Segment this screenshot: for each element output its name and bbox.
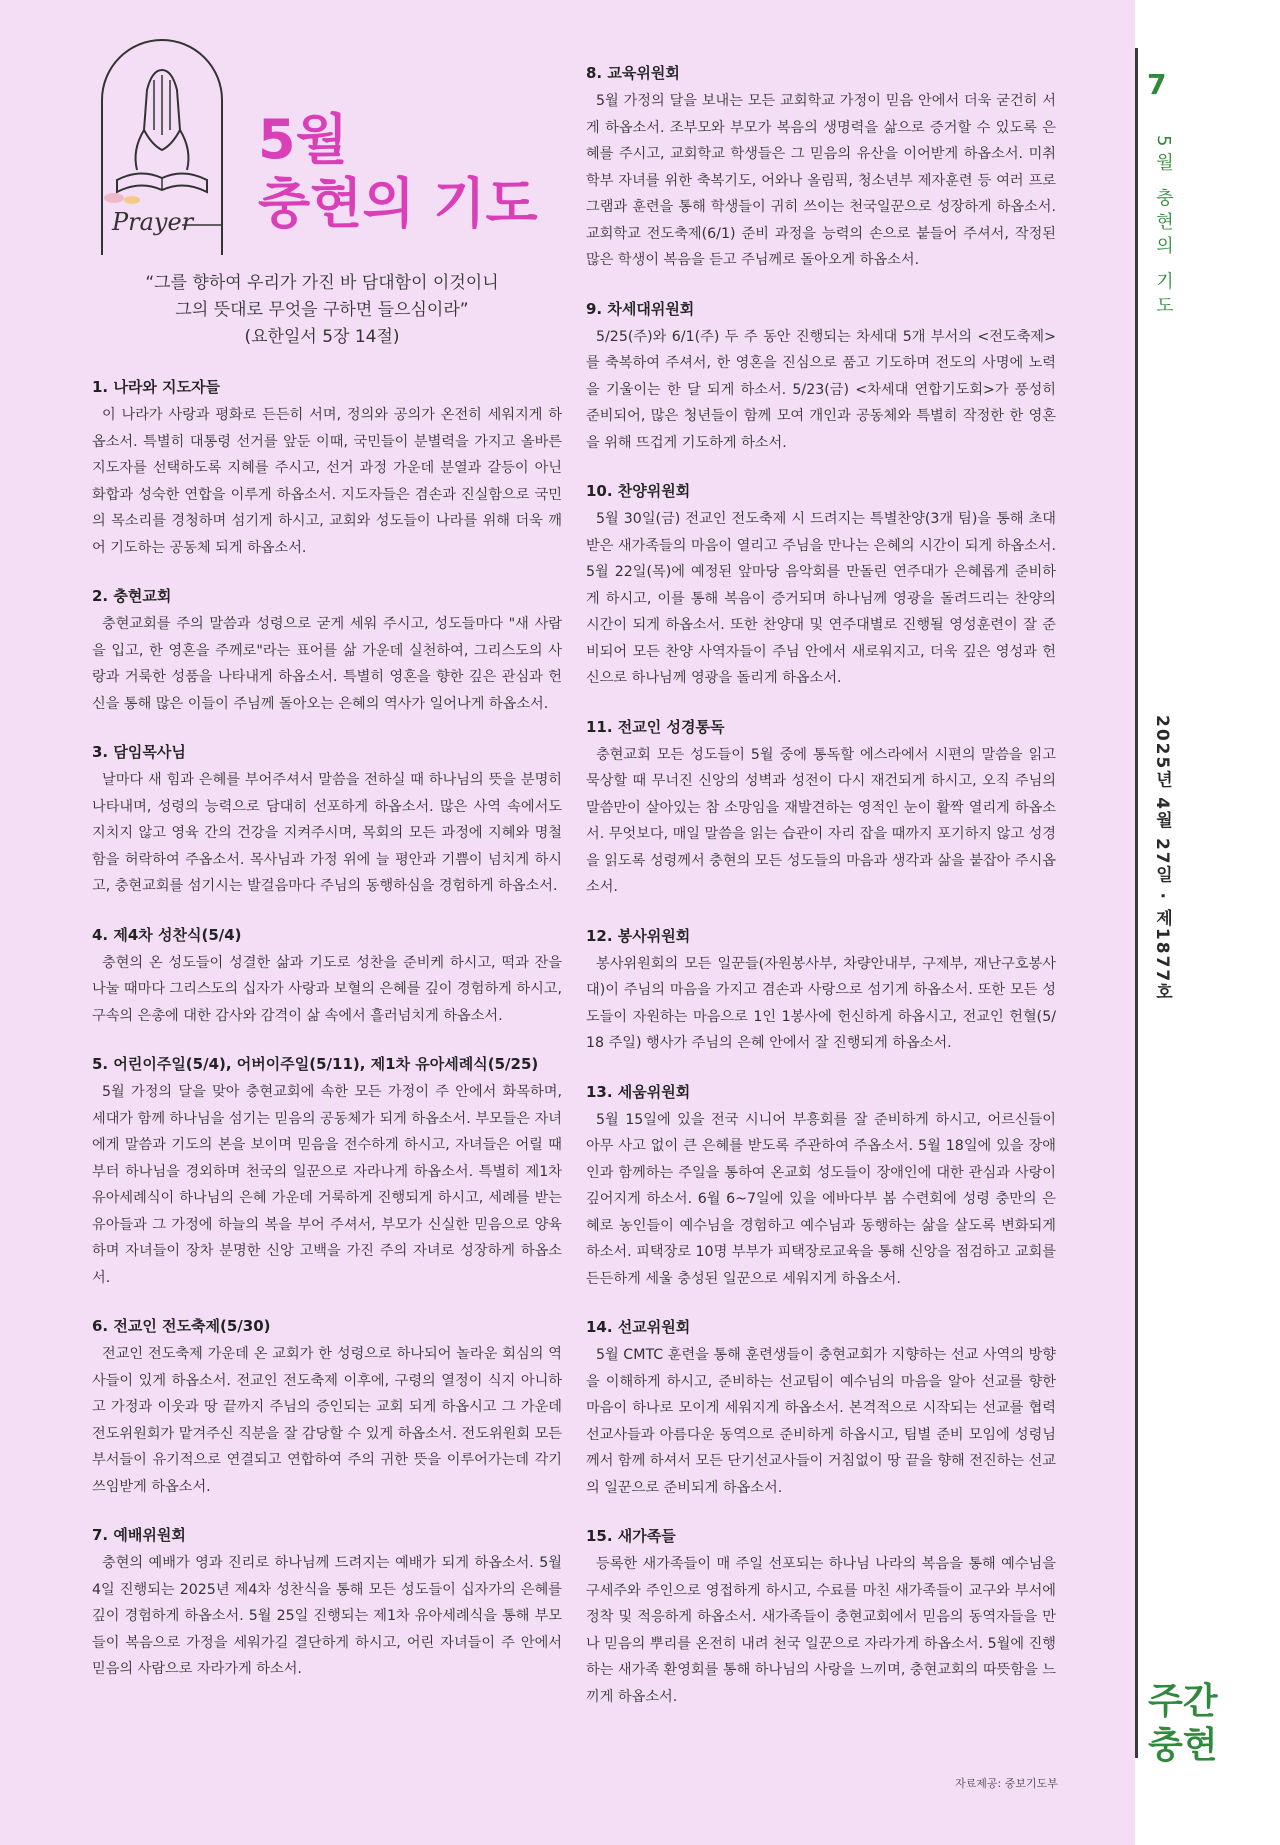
section-body: 5/25(주)와 6/1(주) 두 주 동안 진행되는 차세대 5개 부서의 <전도축제>를 축복하여 주셔서, 한 영혼을 진심으로 품고 기도하며 전도의 사명에 노력을 기울이는 한 달 되게 하소서. 5/23(금) <차세대 연합기도회>가 풍성히 준비되어, 많은 청년들이 함께 모여 개인과 공동체와 특별히 작정한 한 영혼을 위해 뜨겁게 기도하게 하소서. (586, 328, 1056, 451)
prayer-section (586, 62, 1056, 274)
right-column (586, 62, 1056, 1734)
section-body: 봉사위원회의 모든 일꾼들(자원봉사부, 차량안내부, 구제부, 재난구호봉사대)이 주님의 마음을 가지고 겸손과 사랑으로 섬기게 하옵소서. 또한 모든 성도들이 자원하는 마음으로 1인 1봉사에 헌신하게 하옵시고, 전교인 헌혈(5/18 주일) 행사가 주님의 은혜 안에서 잘 진행되게 하옵소서. (586, 955, 1056, 1051)
prayer-section (92, 1315, 562, 1500)
prayer-section (586, 925, 1056, 1057)
section-title: 2. 충현교회 (92, 587, 172, 605)
section-title: 8. 교육위원회 (586, 64, 680, 82)
prayer-script-text: Prayer (112, 208, 194, 236)
section-title: 10. 찬양위원회 (586, 482, 691, 500)
section-title: 11. 전교인 성경통독 (586, 717, 725, 736)
section-title: 13. 세움위원회 (586, 1082, 691, 1101)
prayer-section (92, 585, 562, 717)
prayer-section (586, 1081, 1056, 1293)
prayer-section (586, 480, 1056, 692)
section-title: 15. 새가족들 (586, 1527, 676, 1545)
section-title: 4. 제4차 성찬식(5/4) (92, 925, 242, 944)
section-body: 등록한 새가족들이 매 주일 선포되는 하나님 나라의 복음을 통해 예수님을 구세주와 주인으로 영접하게 하시고, 수료를 마친 새가족들이 교구와 부서에 정착 및 적응하게 하옵소서. 새가족들이 충현교회에서 믿음의 동역자들을 만나 믿음의 뿌리를 온전히 내려 천국 일꾼으로 자라가게 하옵소서. 5월에 진행하는 새가족 환영회를 통해 하나님의 사랑을 느끼며, 충현교회의 따뜻함을 느끼게 하옵소서. (586, 1556, 1056, 1705)
section-title: 3. 담임목사님 (92, 743, 186, 761)
prayer-section (92, 1524, 562, 1683)
section-title: 5. 어린이주일(5/4), 어버이주일(5/11), 제1차 유아세례식(5/25) (92, 1055, 539, 1073)
prayer-section (92, 741, 562, 900)
sidebar-rule (1135, 48, 1138, 1758)
section-body: 5월 15일에 있을 전국 시니어 부흥회를 잘 준비하게 하시고, 어르신들이 아무 사고 없이 큰 은혜를 받도록 주관하여 주옵소서. 5월 18일에 있을 장애인과 함께하는 주일을 통하여 온교회 성도들이 장애인에 대한 관심과 사랑이 깊어지게 하소서. 6월 6~7일에 있을 에바다부 봄 수련회에 성령 충만의 은혜로 농인들이 예수님을 경험하고 예수님과 동행하는 삶을 살도록 변화되게 하소서. 피택장로 10명 부부가 피택장로교육을 통해 신앙을 점검하고 교회를 든든하게 세울 충성된 일꾼으로 세워지게 하옵소서. (586, 1111, 1056, 1287)
section-body: 충현교회 모든 성도들이 5월 중에 통독할 에스라에서 시편의 말씀을 읽고 묵상할 때 무너진 신앙의 성벽과 성전이 다시 재건되게 하시고, 오직 주님의 말씀만이 살아있는 참 소망임을 재발견하는 영적인 눈이 활짝 열리게 하옵소서. 무엇보다, 매일 말씀을 읽는 습관이 자리 잡을 때까지 포기하지 않고 성경을 읽도록 성령께서 충현의 모든 성도들의 마음과 생각과 삶을 붙잡아 주시옵소서. (586, 746, 1056, 895)
section-body: 5월 CMTC 훈련을 통해 훈련생들이 충현교회가 지향하는 선교 사역의 방향을 이해하게 하시고, 준비하는 선교팀이 예수님의 마음을 알아 선교를 향한 마음이 하나로 모이게 세워지게 하옵소서. 본격적으로 시작되는 선교를 협력 선교사들과 아름다운 동역으로 준비하게 하옵시고, 팀별 준비 모임에 성령님께서 함께 하셔서 모든 단기선교사들이 거침없이 땅 끝을 향해 전진하는 선교의 일꾼으로 준비되게 하옵소서. (586, 1347, 1056, 1496)
prayer-section (586, 298, 1056, 457)
verse-line2: 그의 뜻대로 무엇을 구하면 들으심이라” (175, 300, 469, 320)
section-title: 1. 나라와 지도자들 (92, 378, 221, 396)
section-title: 12. 봉사위원회 (586, 926, 691, 945)
section-title: 6. 전교인 전도축제(5/30) (92, 1317, 271, 1335)
verse-line1: “그를 향하여 우리가 가진 바 담대함이 이것이니 (145, 273, 499, 293)
page-number: 7 (1147, 68, 1167, 101)
section-body: 5월 30일(금) 전교인 전도축제 시 드려지는 특별찬양(3개 팀)을 통해 초대받은 새가족들의 마음이 열리고 주님을 만나는 은혜의 시간이 되게 하옵소서. 5월 22일(목)에 예정된 앞마당 음악회를 만돌린 연주대가 은혜롭게 준비하게 하시고, 이를 통해 복음이 증거되며 하나님께 영광을 돌려드리는 찬양의 시간이 되게 하옵소서. 또한 찬양대 및 연주대별로 진행될 영성훈련이 잘 준비되어 모든 찬양 사역자들이 주님 안에서 새로워지고, 더욱 깊은 영성과 헌신으로 하나님께 영광을 돌리게 하옵소서. (586, 511, 1056, 686)
sidebar-section-title: 5월 충현의 기도 (1153, 135, 1174, 320)
section-title: 14. 선교위원회 (586, 1318, 691, 1336)
section-body: 충현의 예배가 영과 진리로 하나님께 드려지는 예배가 되게 하옵소서. 5월 4일 진행되는 2025년 제4차 성찬식을 통해 모든 성도들이 십자가의 은혜를 깊이 경험하게 하옵소서. 5월 25일 진행되는 제1차 유아세례식을 통해 부모들이 복음으로 가정을 세워가길 결단하게 하시고, 어린 자녀들이 주 안에서 믿음의 사람으로 자라가게 하소서. (92, 1555, 562, 1677)
verse-reference: (요한일서 5장 14절) (244, 327, 400, 347)
prayer-section (586, 1525, 1056, 1710)
sidebar-brand: 주간 충현 (1148, 1681, 1218, 1766)
section-body: 이 나라가 사랑과 평화로 든든히 서며, 정의와 공의가 온전히 세워지게 하옵소서. 특별히 대통령 선거를 앞둔 이때, 국민들이 분별력을 가지고 올바른 지도자를 선택하도록 지혜를 주시고, 선거 과정 가운데 분열과 갈등이 아닌 화합과 성숙한 연합을 이루게 하옵소서. 지도자들은 겸손과 진실함으로 국민의 목소리를 경청하며 섬기게 하시고, 교회와 성도들이 나라를 위해 더욱 깨어 기도하는 공동체 되게 하옵소서. (92, 407, 562, 556)
page-title-line2: 충현의 기도 (258, 172, 538, 235)
section-body: 5월 가정의 달을 맞아 충현교회에 속한 모든 가정이 주 안에서 화목하며, 세대가 함께 하나님을 섬기는 믿음의 공동체가 되게 하옵소서. 부모들은 자녀에게 말씀과 기도의 본을 보이며 믿음을 전수하게 하시고, 자녀들은 어릴 때부터 하나님을 경외하며 천국의 일꾼으로 자라나게 하옵소서. 특별히 제1차 유아세례식이 하나님의 은혜 가운데 거룩하게 진행되게 하시고, 세례를 받는 유아들과 그 가정에 하늘의 복을 부어 주셔서, 부모가 신실한 믿음으로 양육하며 자녀들이 장차 분명한 신앙 고백을 가진 주의 자녀로 성장하게 하옵소서. (92, 1084, 562, 1286)
page-title (258, 108, 538, 236)
section-body: 5월 가정의 달을 보내는 모든 교회학교 가정이 믿음 안에서 더욱 굳건히 서게 하옵소서. 조부모와 부모가 복음의 생명력을 삶으로 증거할 수 있도록 은혜를 주시고, 교회학교 학생들은 그 믿음의 유산을 이어받게 하옵소서. 미취학부 자녀를 위한 축복기도, 어와나 올림픽, 청소년부 제자훈련 등 여러 프로그램과 훈련을 통해 학생들이 귀히 쓰이는 천국일꾼으로 성장하게 하옵소서. 교회학교 전도축제(6/1) 준비 과정을 능력의 손으로 붙들어 주셔서, 작정된 많은 학생이 복음을 듣고 주님께로 돌아오게 하옵소서. (586, 93, 1056, 268)
section-body: 전교인 전도축제 가운데 온 교회가 한 성령으로 하나되어 놀라운 회심의 역사들이 있게 하옵소서. 전교인 전도축제 이후에, 구령의 열정이 식지 아니하고 가정과 이웃과 땅 끝까지 주님의 증인되는 교회 되게 하옵시고 그 가운데 전도위원회가 맡겨주신 직분을 잘 감당할 수 있게 하옵소서. 전도위원회 모든 부서들이 유기적으로 연결되고 연합하여 주의 귀한 뜻을 이루어가는데 각기 쓰임받게 하옵소서. (92, 1346, 562, 1495)
source-credit: 자료제공: 중보기도부 (955, 1777, 1058, 1790)
prayer-section (92, 376, 562, 561)
praying-hands-illustration (92, 30, 232, 258)
prayer-section (92, 1053, 562, 1291)
prayer-section (92, 924, 562, 1030)
prayer-section (586, 716, 1056, 901)
section-title: 7. 예배위원회 (92, 1526, 186, 1544)
sidebar-date-issue: 2025년 4월 27일 · 제1877호 (1152, 715, 1172, 1003)
section-title: 9. 차세대위원회 (586, 299, 695, 318)
prayer-section (586, 1316, 1056, 1501)
section-body: 충현의 온 성도들이 성결한 삶과 기도로 성찬을 준비케 하시고, 떡과 잔을 나눌 때마다 그리스도의 십자가 사랑과 보혈의 은혜를 깊이 경험하게 하시고, 구속의 은총에 대한 감사와 감격이 삶 속에서 흘러넘치게 하옵소서. (92, 954, 562, 1024)
section-body: 날마다 새 힘과 은혜를 부어주셔서 말씀을 전하실 때 하나님의 뜻을 분명히 나타내며, 성령의 능력으로 담대히 선포하게 하옵소서. 많은 사역 속에서도 지치지 않고 영육 간의 건강을 지켜주시며, 목회의 모든 과정에 지혜와 명철함을 허락하여 주옵소서. 목사님과 가정 위에 늘 평안과 기쁨이 넘치게 하시고, 충현교회를 섬기시는 발걸음마다 주님의 동행하심을 경험하게 하옵소서. (92, 772, 562, 894)
left-column (92, 376, 562, 1707)
page-title-line1: 5월 (258, 108, 348, 171)
scripture-verse (92, 270, 552, 351)
section-body: 충현교회를 주의 말씀과 성령으로 굳게 세워 주시고, 성도들마다 "새 사람을 입고, 한 영혼을 주께로"라는 표어를 삶 가운데 실천하여, 그리스도의 사랑과 거룩한 성품을 나타내게 하옵소서. 특별히 영혼을 향한 깊은 관심과 헌신을 통해 많은 이들이 주님께 돌아오는 은혜의 역사가 일어나게 하옵소서. (92, 616, 562, 712)
